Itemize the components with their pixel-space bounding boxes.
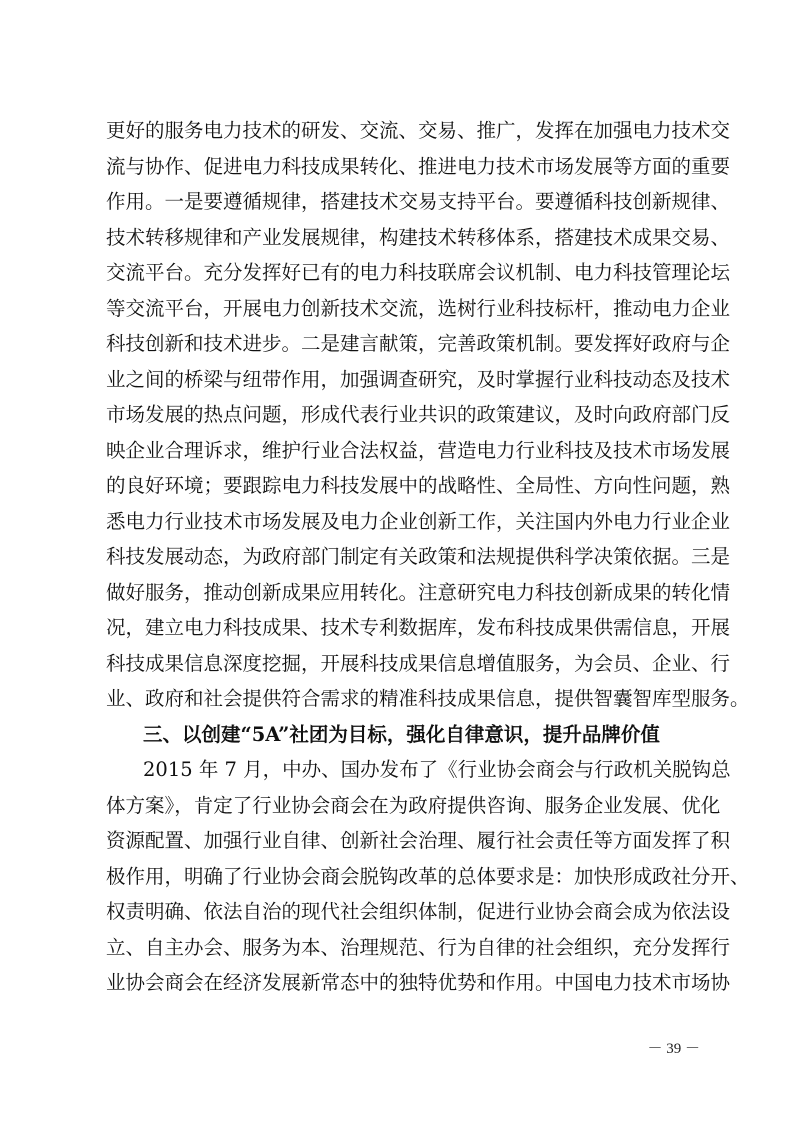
text-line: 2015 年 7 月，中办、国办发布了《行业协会商会与行政机关脱钩总: [143, 758, 731, 781]
text-line: 业、政府和社会提供符合需求的精准科技成果信息，提供智囊智库型服务。: [106, 687, 750, 710]
text-line: 做好服务，推动创新成果应用转化。注意研究电力科技创新成果的转化情: [106, 580, 731, 604]
text-line: 况，建立电力科技成果、技术专利数据库，发布科技成果供需信息，开展: [106, 616, 731, 639]
body-text: [106, 113, 750, 1001]
text-line: 流与协作、促进电力科技成果转化、推进电力技术市场发展等方面的重要: [106, 154, 731, 178]
text-line: 市场发展的热点问题，形成代表行业共识的政策建议，及时向政府部门反: [106, 403, 731, 426]
text-line: 等交流平台，开展电力创新技术交流，选树行业科技标杆，推动电力企业: [106, 296, 731, 320]
text-line: 业之间的桥梁与纽带作用，加强调查研究，及时掌握行业科技动态及技术: [106, 367, 731, 391]
section-heading: 三、以创建“5A”社团为目标，强化自律意识，提升品牌价值: [143, 722, 660, 746]
text-line: 体方案》，肯定了行业协会商会在为政府提供咨询、服务企业发展、优化: [106, 793, 721, 817]
text-line: 的良好环境；要跟踪电力科技发展中的战略性、全局性、方向性问题，熟: [106, 474, 731, 497]
text-line: 权责明确、依法自治的现代社会组织体制，促进行业协会商会成为依法设: [106, 900, 731, 923]
text-line: 作用。一是要遵循规律，搭建技术交易支持平台。要遵循科技创新规律、: [106, 190, 731, 213]
page-number: － 39 －: [647, 1041, 700, 1057]
text-line: 悉电力行业技术市场发展及电力企业创新工作，关注国内外电力行业企业: [106, 509, 731, 533]
text-line: 映企业合理诉求，维护行业合法权益，营造电力行业科技及技术市场发展: [106, 438, 731, 462]
text-line: 极作用，明确了行业协会商会脱钩改革的总体要求是：加快形成政社分开、: [106, 864, 750, 888]
text-line: 技术转移规律和产业发展规律，构建技术转移体系，搭建技术成果交易、: [106, 225, 731, 249]
text-line: 立、自主办会、服务为本、治理规范、行为自律的社会组织，充分发挥行: [106, 935, 731, 959]
text-line: 更好的服务电力技术的研发、交流、交易、推广，发挥在加强电力技术交: [106, 119, 731, 142]
text-line: 科技发展动态，为政府部门制定有关政策和法规提供科学决策依据。三是: [106, 545, 731, 568]
text-line: 交流平台。充分发挥好已有的电力科技联席会议机制、电力科技管理论坛: [106, 261, 731, 284]
text-line: 资源配置、加强行业自律、创新社会治理、履行社会责任等方面发挥了积: [106, 829, 731, 852]
text-line: 科技创新和技术进步。二是建言献策，完善政策机制。要发挥好政府与企: [106, 332, 731, 355]
text-line: 业协会商会在经济发展新常态中的独特优势和作用。中国电力技术市场协: [106, 971, 731, 994]
text-line: 科技成果信息深度挖掘，开展科技成果信息增值服务，为会员、企业、行: [106, 651, 731, 675]
